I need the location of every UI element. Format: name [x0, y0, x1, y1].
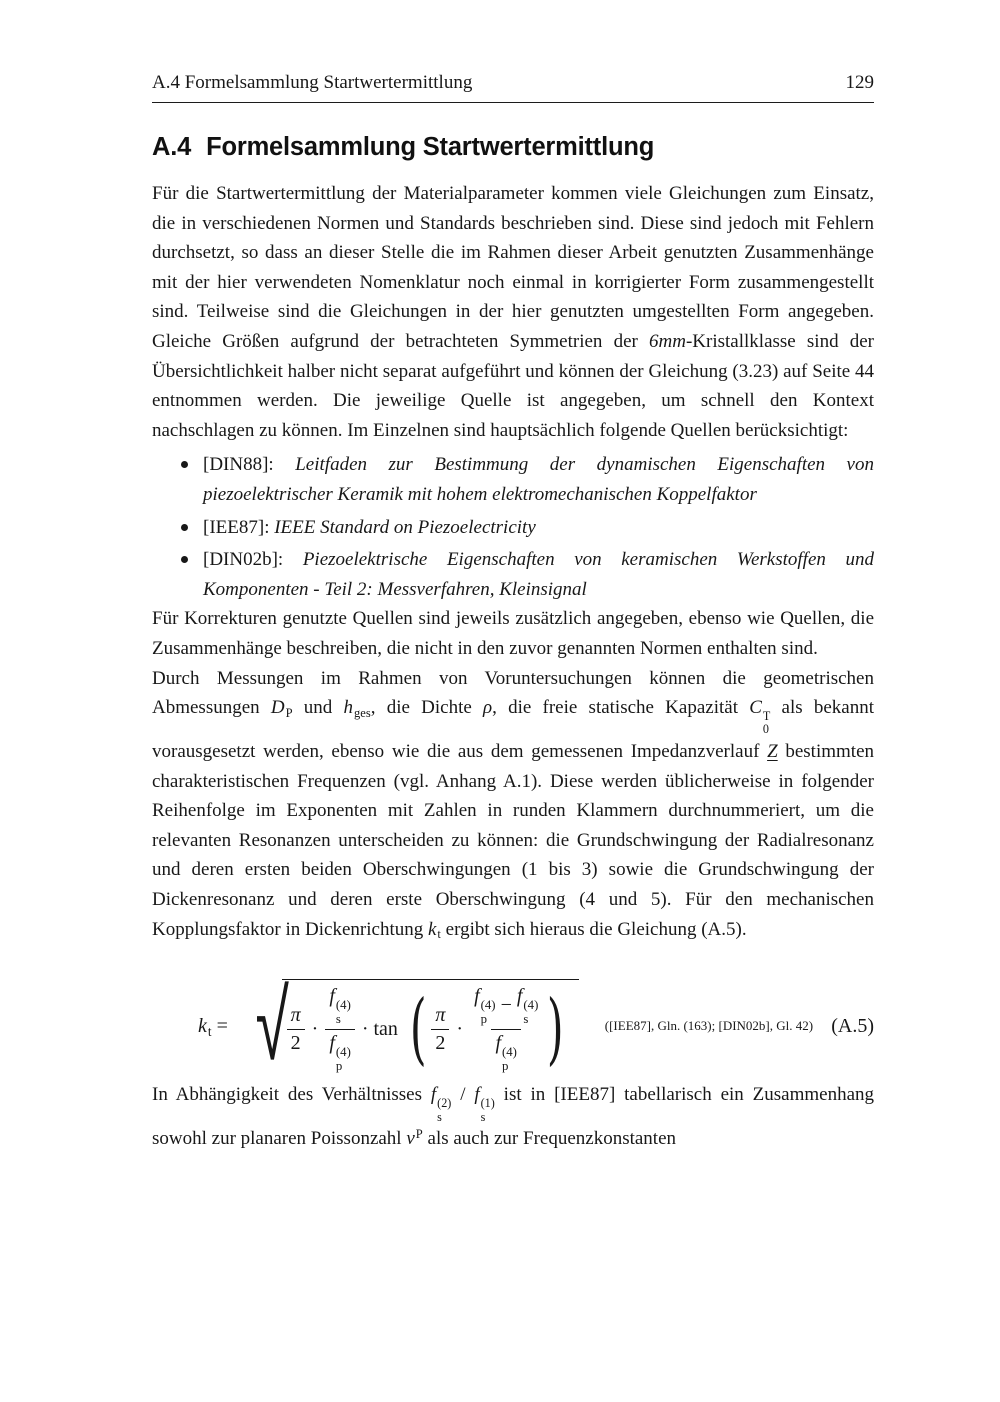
source-title: Piezoelektrische Eigenschaften von keramischen Werkstoffen und Komponenten - Teil 2: Messverfahren, Kleinsignal: [203, 549, 874, 600]
subscript: t: [207, 1023, 212, 1039]
right-paren: ): [547, 984, 564, 1075]
equation-block: [152, 969, 874, 1084]
radical-icon: √: [255, 969, 289, 1084]
text-segment: Für die Startwertermittlung der Materialparameter kommen viele Gleichungen zum Einsatz, die in verschiedenen Normen und Standards beschrieben sind. Diese sind jedoch mit Fehlern durchsetzt, so dass an dieser Stelle die im Rahmen dieser Arbeit genutzten Zusammenhänge mit der hier verwendeten Nomenklatur noch einmal in korrigierter Form zusammengestellt sind. Teilweise sind die Gleichungen in der hier genutzten umgestellten Form angegeben. Gleiche Größen aufgrund der betrachteten Symmetrien der: [152, 183, 874, 353]
section-heading-number: A.4: [152, 133, 192, 161]
equation-number: (A.5): [831, 1014, 874, 1037]
math-base: k: [198, 1014, 207, 1037]
subscript: s: [523, 1012, 529, 1027]
fraction-numerator: [431, 1004, 449, 1029]
text-segment: als auch zur Frequenzkonstanten: [422, 1128, 677, 1150]
subscript: P: [285, 705, 293, 720]
math-base: Z: [767, 741, 778, 763]
running-header: [152, 72, 874, 103]
text-segment: 2: [435, 1031, 446, 1054]
paragraph-intro: [152, 179, 874, 445]
fraction-numerator: [325, 985, 354, 1029]
math-base: f: [329, 985, 335, 1008]
math-scripts: [481, 1097, 495, 1124]
superscript: (4): [523, 998, 539, 1013]
math-symbol: [198, 1015, 212, 1038]
superscript: (2): [437, 1095, 452, 1110]
subscript: s: [480, 1109, 486, 1124]
text-segment: ·: [356, 1017, 374, 1040]
superscript: (4): [480, 998, 496, 1013]
math-fraction: [325, 985, 354, 1073]
fraction-numerator: [287, 1004, 305, 1029]
math-base: h: [343, 697, 354, 719]
subscript: p: [335, 1059, 343, 1074]
source-title: Leitfaden zur Bestimmung der dynamischen Eigenschaften von piezoelektrischer Keramik mit hohem elektromechanischen Koppelfaktor: [203, 454, 874, 506]
text-segment: und: [292, 697, 344, 719]
left-paren: (: [409, 984, 427, 1075]
text-segment: π: [290, 1003, 301, 1026]
math-base: C: [749, 697, 762, 719]
list-item-iee87: [152, 513, 874, 543]
text-segment: π: [435, 1003, 446, 1026]
text-segment: ρ: [483, 697, 493, 719]
math-symbol: [428, 919, 441, 940]
text-segment: bestimmten charakteristischen Frequenzen (vgl. Anhang A.1). Diese werden üblicherweise in folgender Reihenfolge im Exponenten mit Zahlen in runden Klammern durchnummeriert, um die relevanten Resonanzen unterscheiden zu können: die Grundschwingung der Radialresonanz und deren ersten beiden Oberschwingungen (1 bis 3) sowie die Grundschwingung der Dickenresonanz und deren erste Oberschwingung (4 und 5). Für den mechanischen Kopplungsfaktor in Dickenrichtung: [152, 741, 874, 940]
text-segment: ist in [IEE87] tabellarisch ein Zusammenhang sowohl zur planaren Poissonzahl: [152, 1084, 875, 1150]
paragraph-corrections: Für Korrekturen genutzte Quellen sind jeweils zusätzlich angegeben, ebenso wie Quellen, die Zusammenhänge beschreiben, die nicht in den zuvor genannten Normen enthalten sind.: [152, 608, 874, 659]
math-base: f: [474, 1084, 480, 1106]
math-scripts: [437, 1097, 451, 1124]
superscript: (1): [480, 1095, 495, 1110]
math-base: f: [516, 985, 523, 1008]
math-base: f: [474, 985, 480, 1008]
text-segment: , die freie statische Kapazität: [492, 697, 750, 719]
section-heading-title: Formelsammlung Startwertermittlung: [206, 133, 655, 161]
text-segment: ergibt sich hieraus die Gleichung (A.5).: [440, 918, 747, 940]
paren-content: [429, 985, 544, 1073]
bullet-icon: [181, 524, 188, 531]
subscript: t: [437, 927, 441, 942]
math-fraction: [470, 985, 542, 1073]
text-segment: /: [451, 1084, 475, 1106]
math-sqrt: [235, 969, 579, 1084]
running-header-page-number: 129: [845, 72, 874, 93]
math-symbol: [517, 985, 538, 1027]
source-ref: [DIN88]:: [203, 454, 296, 476]
subscript: p: [480, 1012, 488, 1027]
text-segment: −: [495, 994, 517, 1017]
subscript: 0: [762, 722, 769, 737]
math-symbol: [474, 985, 495, 1027]
math-symbol: [344, 697, 371, 718]
equation-formula: [198, 969, 579, 1084]
math-symbol: [767, 741, 778, 762]
text-segment: In Abhängigkeit des Verhältnisses: [152, 1084, 431, 1106]
text-segment: -Kristallklasse sind der Übersichtlichkeit halber nicht separat aufgeführt und können der Gleichung (3.23) auf Seite 44 entnommen werden. Die jeweilige Quelle ist angegeben, um schnell den Kontext nachschlagen zu können. Im Einzelnen sind hauptsächlich folgende Quellen berücksichtigt:: [152, 331, 874, 441]
math-fraction: [431, 1004, 449, 1055]
bullet-icon: [181, 556, 188, 563]
paragraph-measurements: [152, 664, 874, 945]
paragraph-ratio: [152, 1080, 874, 1154]
text-segment: , die Dichte: [370, 697, 484, 719]
subscript: p: [502, 1059, 509, 1074]
fraction-numerator: [470, 985, 542, 1029]
math-symbol: [430, 1084, 452, 1124]
math-base: ν: [406, 1128, 415, 1150]
superscript: T: [762, 708, 771, 723]
math-symbol: [406, 1128, 422, 1149]
section-heading: [152, 133, 874, 162]
list-item-din02b: [152, 545, 874, 604]
math-scripts: [481, 998, 496, 1027]
text-segment: =: [211, 1014, 233, 1037]
math-symbol: [271, 697, 293, 718]
math-base: D: [270, 697, 285, 719]
fraction-denominator: [491, 1029, 520, 1074]
math-base: f: [430, 1084, 437, 1106]
math-symbol: [474, 1084, 495, 1124]
math-base: k: [427, 918, 437, 940]
list-item-din88: [152, 450, 874, 509]
source-title: IEEE Standard on Piezoelectricity: [274, 516, 536, 538]
text-segment: 2: [290, 1031, 301, 1054]
source-ref: [DIN02b]:: [203, 549, 303, 571]
subscript: ges: [354, 705, 371, 720]
text-segment: 6mm: [649, 331, 686, 353]
source-ref: [IEE87]:: [203, 516, 275, 538]
superscript: (4): [335, 998, 351, 1013]
text-column: [152, 0, 874, 1154]
sources-list: [152, 450, 874, 604]
subscript: s: [335, 1012, 341, 1027]
text-segment: als bekannt vorausgesetzt werden, ebenso wie die aus dem gemessenen Impedanzverlauf: [152, 697, 875, 763]
math-scripts: [336, 998, 351, 1027]
running-header-title: A.4 Formelsammlung Startwertermittlung: [152, 72, 473, 93]
math-parentheses: [403, 985, 571, 1073]
math-symbol: [329, 1032, 350, 1074]
math-symbol: [495, 1032, 516, 1074]
math-scripts: [502, 1045, 517, 1074]
math-symbol: [329, 985, 350, 1027]
text-segment: tan: [373, 1017, 398, 1040]
math-base: f: [495, 1031, 502, 1054]
math-scripts: [523, 998, 538, 1027]
fraction-denominator: [287, 1029, 305, 1055]
math-scripts: [336, 1045, 351, 1074]
fraction-denominator: [325, 1029, 354, 1074]
equation-citation: ([IEE87], Gln. (163); [DIN02b], Gl. 42): [604, 1018, 814, 1034]
math-fraction: [287, 1004, 305, 1055]
fraction-denominator: [431, 1029, 449, 1055]
sqrt-content: [282, 979, 579, 1073]
superscript: P: [415, 1126, 423, 1141]
text-segment: Durch Messungen im Rahmen von Voruntersuchungen können die geometrischen Abmessungen: [152, 667, 874, 719]
math-symbol: [749, 697, 771, 737]
superscript: (4): [502, 1044, 517, 1059]
math-base: f: [329, 1031, 335, 1054]
bullet-icon: [181, 461, 188, 468]
superscript: (4): [335, 1044, 351, 1059]
subscript: s: [437, 1109, 442, 1124]
text-segment: ·: [451, 1017, 469, 1040]
text-segment: ·: [306, 1017, 324, 1040]
